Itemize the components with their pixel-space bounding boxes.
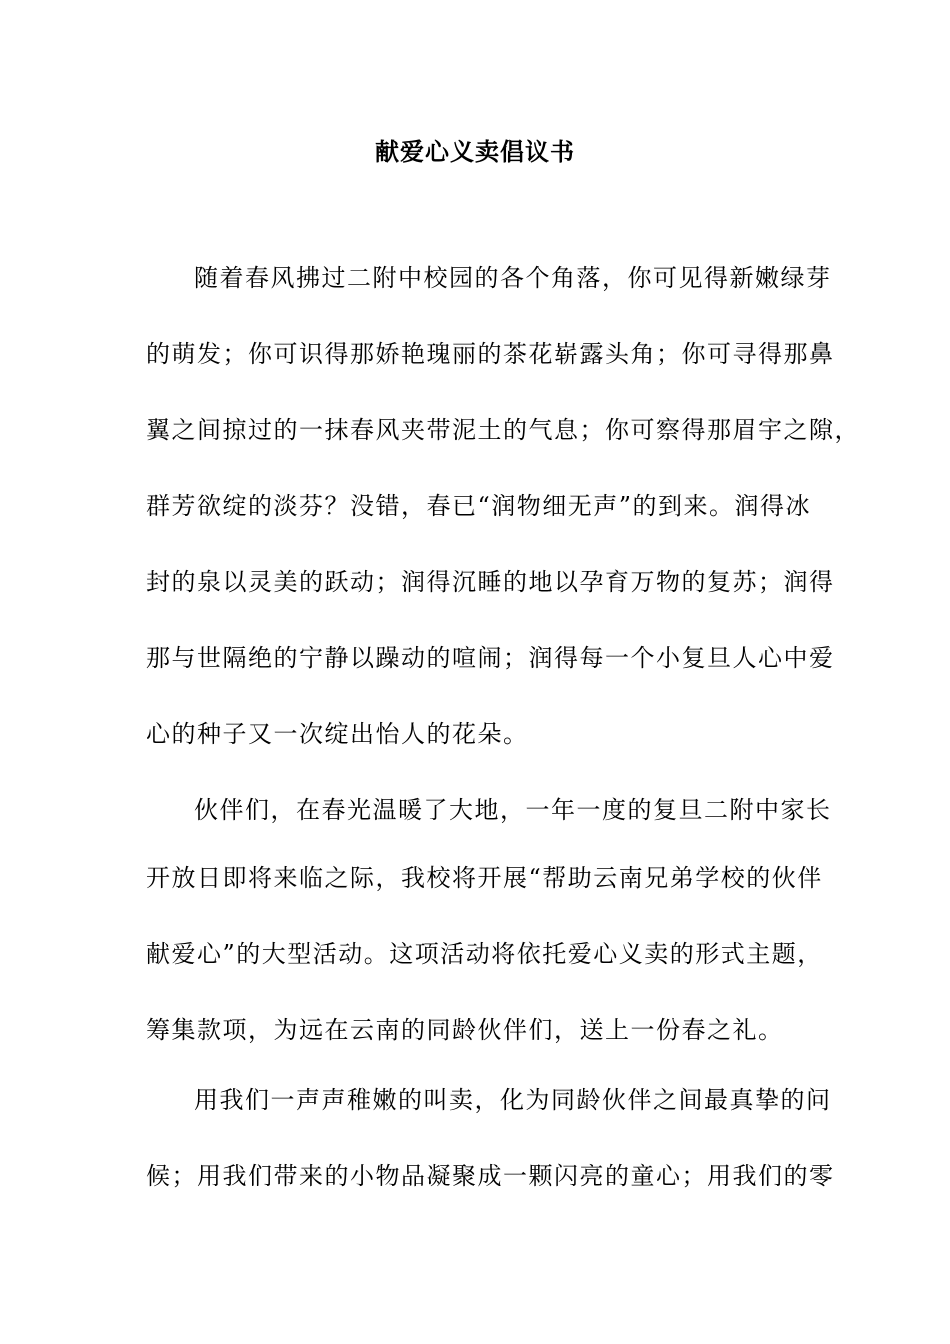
paragraph-1-line-7: 心的种子又一次绽出怡人的花朵。	[146, 720, 529, 748]
paragraph-2-line-2: 开放日即将来临之际，我校将开展“帮助云南兄弟学校的伙伴	[146, 864, 823, 892]
paragraph-2-line-1: 伙伴们，在春光温暖了大地，一年一度的复旦二附中家长	[194, 796, 832, 824]
paragraph-1-line-5: 封的泉以灵美的跃动；润得沉睡的地以孕育万物的复苏；润得	[146, 568, 835, 596]
document-title: 献爱心义卖倡议书	[375, 137, 575, 166]
paragraph-1-line-4: 群芳欲绽的淡芬？没错，春已“润物细无声”的到来。润得冰	[146, 492, 812, 520]
paragraph-1-line-6: 那与世隔绝的宁静以躁动的喧闹；润得每一个小复旦人心中爱	[146, 644, 835, 672]
paragraph-3-line-1: 用我们一声声稚嫩的叫卖，化为同龄伙伴之间最真挚的问	[194, 1086, 832, 1114]
paragraph-1-line-1: 随着春风拂过二附中校园的各个角落，你可见得新嫩绿芽	[194, 264, 832, 292]
paragraph-2-line-4: 筹集款项，为远在云南的同龄伙伴们，送上一份春之礼。	[146, 1016, 784, 1044]
paragraph-2-line-3: 献爱心”的大型活动。这项活动将依托爱心义卖的形式主题，	[146, 940, 823, 968]
paragraph-1-line-2: 的萌发；你可识得那娇艳瑰丽的茶花崭露头角；你可寻得那鼻	[146, 340, 835, 368]
paragraph-1-line-3: 翼之间掠过的一抹春风夹带泥土的气息；你可察得那眉宇之隙，	[146, 416, 860, 444]
paragraph-3-line-2: 候；用我们带来的小物品凝聚成一颗闪亮的童心；用我们的零	[146, 1162, 835, 1190]
